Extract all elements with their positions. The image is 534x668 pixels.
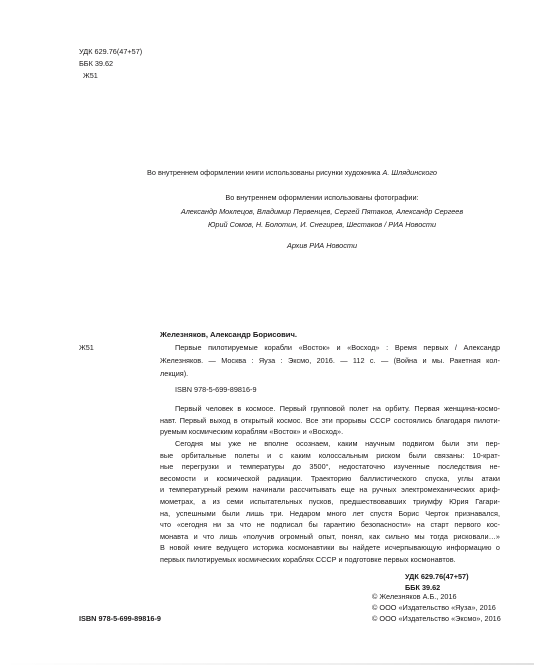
biblio-line: Первые пилотируемые корабли «Восток» и «Восход» : Время первых / Александр xyxy=(175,342,500,352)
udk-code: УДК 629.76(47+57) xyxy=(79,46,143,56)
isbn-biblio: ISBN 978-5-699-89816-9 xyxy=(175,384,257,394)
annotation-line: мометрах, а из семи испытательных пусков, предшествовавших триумфу Юрия Гагари- xyxy=(160,496,500,506)
annotation-line: весомости и космической радиации. Траекторию баллистического спуска, углы атаки xyxy=(160,473,500,483)
illustrator-name: А. Шлядинского xyxy=(382,167,437,177)
copyright-line: © Железняков А.Б., 2016 xyxy=(372,591,457,601)
biblio-line: Железняков. — Москва : Яуза : Эксмо, 2016. — 112 с. — (Война и мы. Ракетная кол- xyxy=(160,355,500,365)
annotation-line: Сегодня мы уже не вполне осознаем, каким научным подвигом были эти пер- xyxy=(175,438,500,448)
annotation-line: Первый человек в космосе. Первый групповой полет на орбиту. Первая женщина-космо- xyxy=(175,404,500,414)
annotation xyxy=(160,403,500,565)
photographers-line: Александр Моклецов, Владимир Первенцев, Сергей Пятаков, Александр Сергеев xyxy=(180,206,464,216)
illustrations-credit xyxy=(132,168,452,177)
udk-code-bottom: УДК 629.76(47+57) xyxy=(405,571,469,581)
annotation-line: вые орбитальные полеты и с каким колоссальным риском были связаны: 10-крат- xyxy=(160,450,500,460)
illustrations-credit-prefix: Во внутреннем оформлении книги использованы рисунки художника xyxy=(147,167,383,177)
annotation-line: навт. Первый выход в открытый космос. Все эти прорывы СССР состоялись благодаря пилоти- xyxy=(160,415,500,425)
annotation-line: на, успешными были лишь три. Недаром много лет спустя Борис Черток признавался, xyxy=(160,508,500,518)
author-mark: Ж51 xyxy=(83,70,98,80)
photos-heading: Во внутреннем оформлении использованы фотографии: xyxy=(225,192,419,202)
isbn-bottom: ISBN 978-5-699-89816-9 xyxy=(79,613,161,623)
annotation-line: что «сегодня ни за что не подписал бы гарантию безопасности» на старт первого кос- xyxy=(160,520,500,530)
author-heading: Железняков, Александр Борисович. xyxy=(160,329,297,339)
annotation-line: первых пилотируемых космических кораблях СССР и подготовке первых космонавтов. xyxy=(160,554,456,564)
annotation-line: руемым космическим кораблям «Восток» и «Восход». xyxy=(160,427,344,437)
bbk-code: ББК 39.62 xyxy=(79,58,114,68)
copyright-line: © ООО «Издательство «Яуза», 2016 xyxy=(372,602,496,612)
author-mark-biblio: Ж51 xyxy=(79,342,94,352)
biblio-line: лекция). xyxy=(160,368,189,378)
bbk-code-bottom: ББК 39.62 xyxy=(405,582,441,592)
annotation-line: В новой книге ведущего историка космонавтики вы найдете исчерпывающую информацию о xyxy=(160,543,500,553)
annotation-line: монавта и что лишь «получив огромный опыт, понял, как сильно мы тогда рисковали…» xyxy=(160,531,500,541)
page-edge xyxy=(0,663,534,665)
archive-credit: Архив РИА Новости xyxy=(286,240,358,250)
photographers-line: Юрий Сомов, Н. Болотин, И. Снегирев, Шестаков / РИА Новости xyxy=(207,219,437,229)
annotation-line: ные перегрузки и температуры до 3500°, недостаточно изученные последствия не- xyxy=(160,462,500,472)
annotation-line: и температурный режим начинали рассчитывать еще на ручных электромеханических ариф- xyxy=(160,485,500,495)
bibliographic-record xyxy=(160,328,500,380)
copyright-line: © ООО «Издательство «Эксмо», 2016 xyxy=(372,613,501,623)
